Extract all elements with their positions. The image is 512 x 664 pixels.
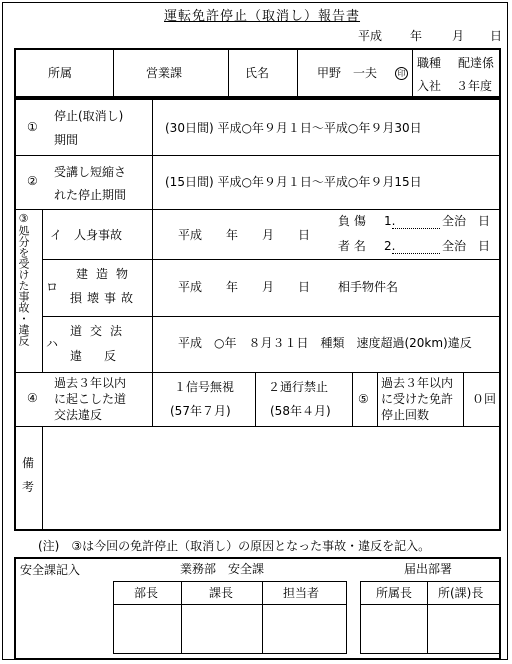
row2-period-value: (15日間) 平成○年９月１日～平成○年９月15日 (165, 175, 422, 189)
dept-col-staff: 担当者 (283, 586, 320, 600)
suspension-count: ０回 (472, 392, 497, 406)
row1-label-line2: 期間 (54, 133, 79, 147)
row2-number: ② (27, 174, 38, 188)
personal-injury-label: イ 人身事故 (50, 228, 123, 242)
remarks-char-2: 考 (22, 480, 35, 494)
row2-label-line1: 受講し短縮さ (54, 165, 127, 179)
property-label-line2: 損壊事故 (70, 291, 139, 305)
report-col-head: 所属長 (376, 586, 413, 600)
property-note: 相手物件名 (338, 280, 399, 294)
affiliation-label: 所属 (48, 66, 73, 80)
violation-1-date: (57年７月) (170, 404, 231, 418)
property-label-line1: 建造物 (76, 267, 137, 281)
row2-label-line2: れた停止期間 (54, 188, 127, 202)
injured-1: 1. (384, 214, 396, 228)
row5-number: ⑤ (358, 392, 369, 406)
date-era: 平成 (358, 29, 383, 43)
row1-label-line1: 停止(取消し) (54, 109, 124, 123)
seal-mark: 印 (395, 67, 408, 80)
joined-value: ３年度 (456, 79, 493, 93)
job-label: 職種 (417, 56, 442, 70)
traffic-label-line1: 道交法 (70, 324, 131, 338)
footnote: (注) ③は今回の免許停止（取消し）の原因となった事故・違反を記入。 (38, 539, 431, 553)
form-title: 運転免許停止（取消し）報告書 (164, 9, 361, 24)
row5-label-line3: 停止回数 (381, 408, 430, 422)
personal-injury-date: 平成 年 月 日 (178, 228, 311, 242)
dept-title: 業務部 安全課 (180, 562, 265, 576)
row5-label-line1: 過去３年以内 (381, 376, 454, 390)
row1-period-value: (30日間) 平成○年９月１日～平成○年９月30日 (165, 121, 422, 135)
traffic-value: 平成 ○年 ８月３１日 種類 速度超過(20km)違反 (178, 336, 472, 350)
injured-2: 2. (384, 239, 396, 253)
dept-col-manager: 部長 (134, 586, 159, 600)
dept-col-section-chief: 課長 (209, 586, 234, 600)
job-value: 配達係 (458, 56, 495, 70)
date-year: 年 (410, 29, 423, 43)
property-prefix: ロ (46, 280, 59, 294)
violation-1-title: １信号無視 (174, 380, 235, 394)
traffic-label-line2: 違反 (70, 349, 139, 363)
traffic-prefix: ハ (46, 337, 59, 351)
row4-label-line2: に起こした道 (54, 392, 127, 406)
safety-section-label: 安全課記入 (20, 563, 81, 577)
violation-2-date: (58年４月) (270, 404, 331, 418)
row5-label-line2: に受けた免許 (381, 392, 454, 406)
row4-number: ④ (27, 391, 38, 405)
joined-label: 入社 (417, 79, 442, 93)
violation-2-title: ２通行禁止 (268, 380, 329, 394)
remarks-char-1: 備 (22, 456, 35, 470)
injured-label-1: 負 傷 (338, 214, 366, 228)
row1-number: ① (27, 120, 38, 134)
row4-label-line1: 過去３年以内 (54, 376, 127, 390)
property-date: 平成 年 月 日 (178, 280, 311, 294)
row4-label-line3: 交法違反 (54, 408, 103, 422)
remarks-area[interactable] (44, 428, 499, 529)
report-title: 届出部署 (404, 562, 453, 576)
injured-label-2: 者 名 (338, 239, 366, 253)
recovery-1: 全治 日 (442, 214, 491, 228)
recovery-2: 全治 日 (442, 239, 491, 253)
name-label: 氏名 (245, 66, 270, 80)
report-col-chief: 所(課)長 (438, 586, 484, 600)
name-value: 甲野 一夫 (317, 66, 378, 80)
date-month: 月 (452, 29, 465, 43)
date-day: 日 (490, 29, 503, 43)
row3-side-label: ③処分を受けた事故・違反 (17, 212, 30, 346)
affiliation-value: 営業課 (146, 66, 183, 80)
